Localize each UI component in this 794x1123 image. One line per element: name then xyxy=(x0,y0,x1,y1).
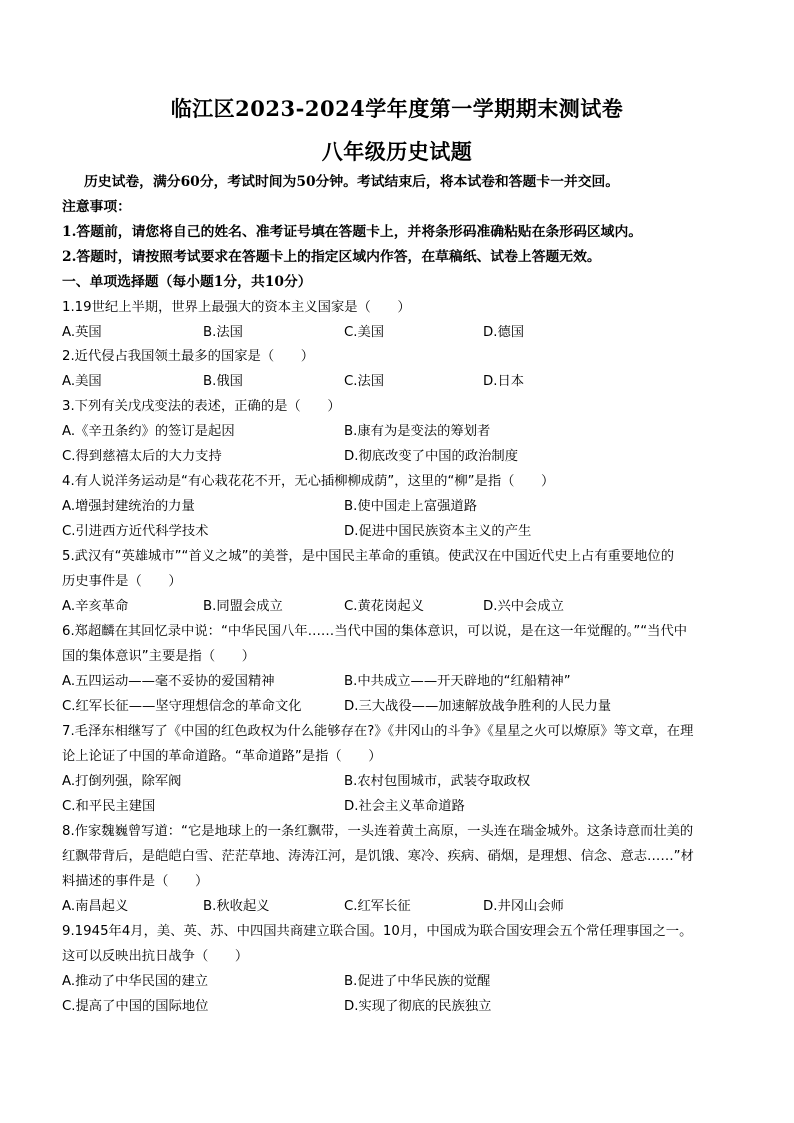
question-stem: 8.作家魏巍曾写道：“它是地球上的一条红飘带，一头连着黄土高原，一头连在瑞金城外。这条诗意而壮美的 xyxy=(62,824,694,839)
option-d: D.三大战役——加速解放战争胜利的人民力量 xyxy=(344,699,612,714)
option-c: C.引进西方近代科学技术 xyxy=(62,524,209,539)
question-stem: 历史事件是（ ） xyxy=(62,574,182,589)
option-c: C.黄花岗起义 xyxy=(344,599,424,614)
option-d: D.日本 xyxy=(483,374,525,389)
notice-heading: 注意事项： xyxy=(62,199,131,215)
question-stem: 料描述的事件是（ ） xyxy=(62,874,209,889)
option-c: C.法国 xyxy=(344,374,385,389)
question-stem: 7.毛泽东相继写了《中国的红色政权为什么能够存在?》《井冈山的斗争》《星星之火可以燎原》等文章，在理 xyxy=(62,724,694,739)
option-d: D.彻底改变了中国的政治制度 xyxy=(344,449,519,464)
option-c: C.红军长征——坚守理想信念的革命文化 xyxy=(62,699,302,714)
question-stem: 红飘带背后，是皑皑白雪、茫茫草地、涛涛江河，是饥饿、寒冷、疾病、硝烟，是理想、信念、意志……”材 xyxy=(62,849,694,864)
option-a: A.英国 xyxy=(62,325,102,340)
option-b: B.同盟会成立 xyxy=(203,599,283,614)
question-stem: 2.近代侵占我国领土最多的国家是（ ） xyxy=(62,349,315,364)
question-stem: 1.19世纪上半期，世界上最强大的资本主义国家是（ ） xyxy=(62,300,411,315)
option-a: A.辛亥革命 xyxy=(62,599,129,614)
option-a: A.南昌起义 xyxy=(62,899,129,914)
question-stem: 论上论证了中国的革命道路。“革命道路”是指（ ） xyxy=(62,749,382,764)
option-c: C.提高了中国的国际地位 xyxy=(62,999,209,1014)
option-b: B.秋收起义 xyxy=(203,899,270,914)
notice-item: 2.答题时，请按照考试要求在答题卡上的指定区域内作答，在草稿纸、试卷上答题无效。 xyxy=(62,249,601,265)
option-c: C.美国 xyxy=(344,325,385,340)
option-a: A.打倒列强，除军阀 xyxy=(62,774,182,789)
exam-intro: 历史试卷，满分60分，考试时间为50分钟。考试结束后，将本试卷和答题卡一并交回。 xyxy=(84,174,620,190)
option-d: D.德国 xyxy=(483,325,525,340)
question-stem: 这可以反映出抗日战争（ ） xyxy=(62,949,249,964)
option-d: D.社会主义革命道路 xyxy=(344,799,465,814)
question-stem: 3.下列有关戊戌变法的表述，正确的是（ ） xyxy=(62,399,341,414)
option-b: B.法国 xyxy=(203,325,243,340)
option-b: B.促进了中华民族的觉醒 xyxy=(344,974,491,989)
option-b: B.使中国走上富强道路 xyxy=(344,499,478,514)
option-b: B.农村包围城市，武装夺取政权 xyxy=(344,774,531,789)
option-b: B.康有为是变法的筹划者 xyxy=(344,424,491,439)
notice-item: 1.答题前，请您将自己的姓名、准考证号填在答题卡上，并将条形码准确粘贴在条形码区域内。 xyxy=(62,224,643,240)
option-b: B.中共成立——开天辟地的“红船精神” xyxy=(344,674,571,689)
option-a: A.推动了中华民国的建立 xyxy=(62,974,209,989)
option-a: A.五四运动——毫不妥协的爱国精神 xyxy=(62,674,275,689)
option-b: B.俄国 xyxy=(203,374,243,389)
option-a: A.增强封建统治的力量 xyxy=(62,499,195,514)
section-heading: 一、单项选择题（每小题1分，共10分） xyxy=(62,274,312,290)
question-stem: 5.武汉有“英雄城市”“首义之城”的美誉，是中国民主革命的重镇。使武汉在中国近代史上占有重要地位的 xyxy=(62,549,675,564)
exam-subtitle: 八年级历史试题 xyxy=(321,139,473,164)
question-stem: 4.有人说洋务运动是“有心栽花花不开，无心插柳柳成荫”，这里的“柳”是指（ ） xyxy=(62,474,555,489)
option-d: D.井冈山会师 xyxy=(483,899,564,914)
option-c: C.得到慈禧太后的大力支持 xyxy=(62,449,222,464)
option-c: C.红军长征 xyxy=(344,899,411,914)
option-c: C.和平民主建国 xyxy=(62,799,156,814)
option-a: A.美国 xyxy=(62,374,102,389)
option-a: A.《辛丑条约》的签订是起因 xyxy=(62,424,235,439)
question-stem: 6.郑超麟在其回忆录中说：“中华民国八年……当代中国的集体意识，可以说，是在这一年觉醒的。”“当代中 xyxy=(62,624,688,639)
option-d: D.兴中会成立 xyxy=(483,599,564,614)
option-d: D.促进中国民族资本主义的产生 xyxy=(344,524,532,539)
question-stem: 国的集体意识”主要是指（ ） xyxy=(62,649,256,664)
question-stem: 9.1945年4月，美、英、苏、中四国共商建立联合国。10月，中国成为联合国安理会五个常任理事国之一。 xyxy=(62,924,693,939)
option-d: D.实现了彻底的民族独立 xyxy=(344,999,492,1014)
exam-title: 临江区2023-2024学年度第一学期期末测试卷 xyxy=(170,96,624,121)
